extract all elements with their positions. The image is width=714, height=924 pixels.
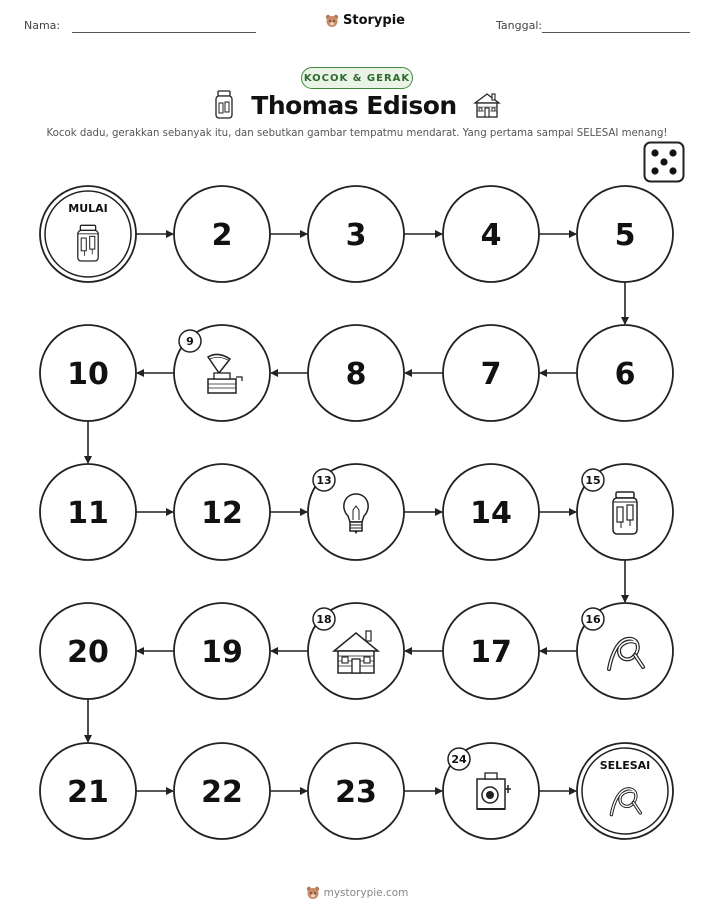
space-number: 6: [614, 357, 636, 392]
board-space: [174, 325, 270, 421]
activity-badge: KOCOK & GERAK: [301, 67, 413, 89]
space-number: 13: [316, 474, 332, 487]
board-space: [40, 325, 136, 421]
board-space: [174, 186, 270, 282]
jar-icon: [613, 492, 637, 534]
finish-space: [577, 743, 673, 839]
space-number: 21: [67, 775, 109, 810]
board-space: [443, 743, 539, 839]
space-number: 16: [585, 613, 601, 626]
board-space: [308, 325, 404, 421]
board-space: [577, 186, 673, 282]
space-number: 20: [67, 635, 109, 670]
space-number: 7: [480, 357, 502, 392]
space-label: MULAI: [68, 202, 108, 215]
footer: [0, 886, 714, 900]
board-space: [577, 464, 673, 560]
bear-mascot-icon: [306, 886, 320, 900]
space-number: 9: [186, 335, 194, 348]
instructions-text: Kocok dadu, gerakkan sebanyak itu, dan sebutkan gambar tempatmu mendarat. Yang pertama sampai SELESAI menang!: [46, 128, 668, 139]
board-space: [308, 464, 404, 560]
space-number: 8: [345, 357, 367, 392]
space-number: 24: [451, 753, 467, 766]
space-number: 12: [201, 496, 243, 531]
space-number: 3: [345, 218, 367, 253]
brand-name: Storypie: [343, 13, 405, 28]
space-number: 4: [480, 218, 502, 253]
space-number: 14: [470, 496, 512, 531]
board-space: [40, 603, 136, 699]
board-space: [577, 603, 673, 699]
space-number: 18: [316, 613, 332, 626]
board-space: [308, 743, 404, 839]
name-label: Nama:: [24, 19, 61, 32]
space-number: 5: [614, 218, 636, 253]
space-number: 17: [470, 635, 512, 670]
board-space: [40, 464, 136, 560]
board-space: [443, 186, 539, 282]
board-space: [443, 325, 539, 421]
space-number: 19: [201, 635, 243, 670]
space-number: 10: [67, 357, 109, 392]
footer-site: mystorypie.com: [323, 887, 409, 899]
space-number: 2: [211, 218, 233, 253]
space-number: 11: [67, 496, 109, 531]
board-space: [308, 186, 404, 282]
board-space: [174, 603, 270, 699]
space-number: 22: [201, 775, 243, 810]
board-space: [443, 603, 539, 699]
jar-icon: [78, 225, 98, 261]
board-space: [174, 743, 270, 839]
board-space: [577, 325, 673, 421]
space-number: 23: [335, 775, 377, 810]
space-label: SELESAI: [599, 759, 651, 772]
page-title: Thomas Edison: [251, 90, 457, 120]
board-space: [40, 743, 136, 839]
date-label: Tanggal:: [496, 19, 543, 32]
board-space: [308, 603, 404, 699]
board-space: [443, 464, 539, 560]
start-space: [40, 186, 136, 282]
space-number: 15: [585, 474, 601, 487]
board-space: [174, 464, 270, 560]
